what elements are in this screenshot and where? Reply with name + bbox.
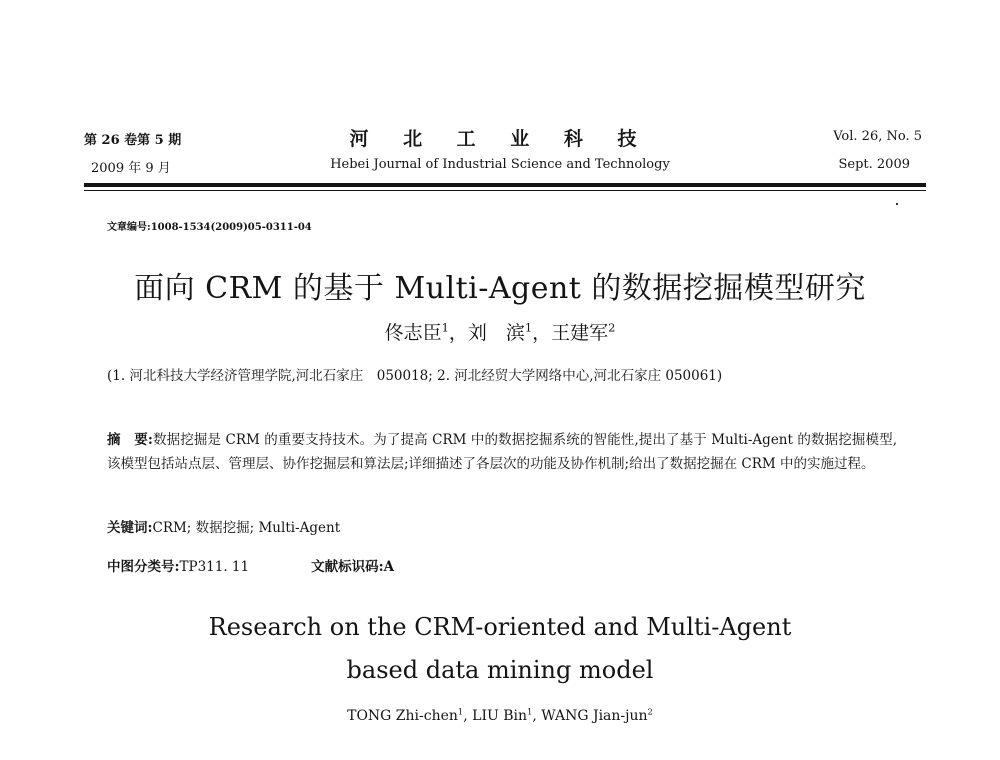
date-zh: 2009 年 9 月	[91, 161, 171, 176]
author-en: LIU Bin	[472, 708, 528, 724]
author-affiliation-mark: 1	[524, 320, 533, 335]
author-separator: ,	[463, 708, 473, 724]
journal-title-en: Hebei Journal of Industrial Science and Technology	[330, 157, 670, 172]
authors-en	[0, 708, 1000, 724]
author-separator: ,	[532, 708, 542, 724]
author-affiliation-mark: 1	[441, 320, 449, 335]
paper-title-en-line2: based data mining model	[346, 656, 654, 684]
article-number: 文章编号:1008-1534(2009)05-0311-04	[107, 222, 312, 233]
volume-issue-zh: 第 26 卷第 5 期	[84, 133, 182, 148]
author-en: WANG Jian-jun	[541, 708, 648, 724]
author-affiliation-mark: 1	[527, 706, 533, 717]
doc-code-value: A	[383, 559, 395, 575]
clc-label: 中图分类号:	[107, 559, 180, 575]
date-en: Sept. 2009	[838, 157, 910, 172]
author-separator: ，	[532, 322, 552, 344]
author-affiliation-mark: 2	[608, 320, 616, 335]
keywords-label: 关键词:	[107, 520, 153, 536]
paper-title-en-line1: Research on the CRM-oriented and Multi-Agent	[208, 613, 792, 641]
author-separator: ，	[448, 322, 468, 344]
author-affiliation-mark: 1	[457, 706, 464, 717]
classification	[107, 555, 394, 575]
header-rule-thin	[84, 190, 926, 191]
doc-code-label: 文献标识码:	[311, 559, 384, 575]
volume-issue-en: Vol. 26, No. 5	[833, 129, 922, 144]
author-affiliation-mark: 2	[647, 706, 653, 717]
author-zh: 佟志臣	[384, 322, 442, 344]
author-zh: 王建军	[551, 322, 609, 344]
header-rule-thick	[84, 183, 926, 187]
author-zh: 刘 滨	[467, 322, 525, 344]
abstract-label: 摘 要:	[107, 432, 153, 448]
paper-title-zh: 面向 CRM 的基于 Multi-Agent 的数据挖掘模型研究	[134, 271, 866, 306]
keywords	[107, 516, 340, 536]
author-en: TONG Zhi-chen	[347, 708, 458, 724]
scan-speck	[896, 203, 898, 205]
journal-title-zh: 河 北 工 业 科 技	[349, 128, 651, 150]
abstract-text: 数据挖掘是 CRM 的重要支持技术。为了提高 CRM 中的数据挖掘系统的智能性,提出了基于 Multi-Agent 的数据挖掘模型,该模型包括站点层、管理层、协作挖掘层和算法层;详细描述了各层次的功能及协作机制;给出了数据挖掘在 CRM 中的实施过程。	[107, 432, 897, 472]
affiliations: (1. 河北科技大学经济管理学院,河北石家庄 050018; 2. 河北经贸大学网络中心,河北石家庄 050061)	[107, 368, 723, 384]
authors-zh	[0, 318, 1000, 345]
abstract	[107, 428, 897, 476]
keywords-text: CRM; 数据挖掘; Multi-Agent	[152, 520, 341, 536]
clc-value: TP311. 11	[179, 559, 250, 575]
